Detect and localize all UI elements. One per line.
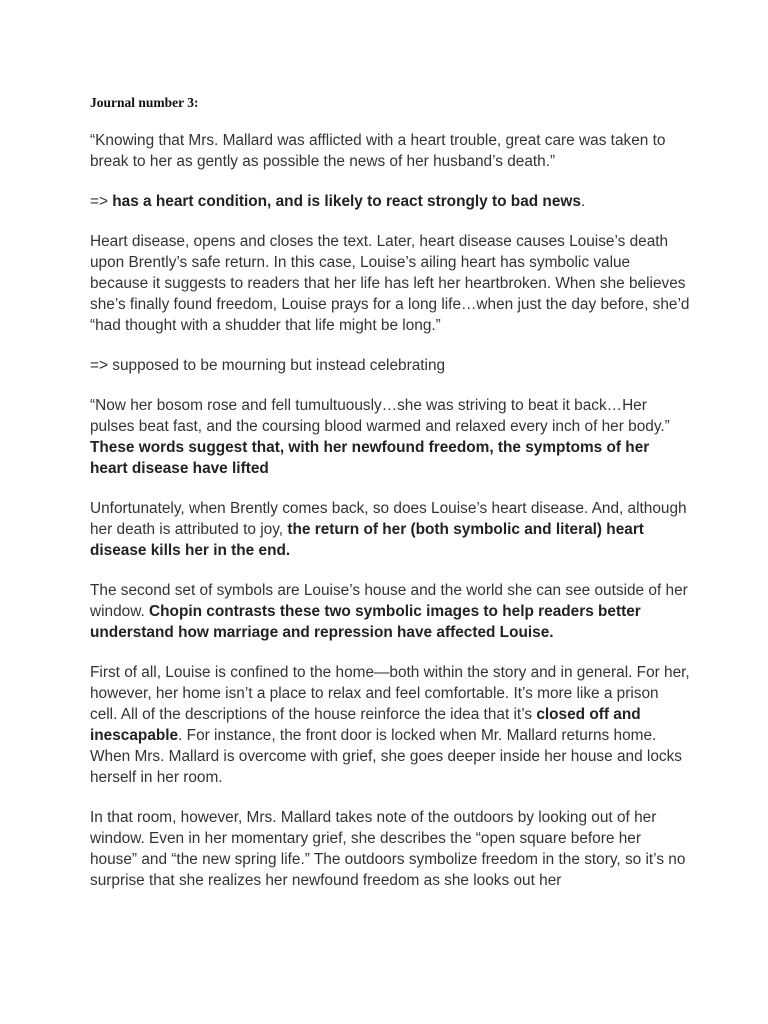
analysis-paragraph-3 [90,580,690,643]
analysis-text: Heart disease, opens and closes the text. Later, heart disease causes Louise’s death upon Brently’s safe return. In this case, Louise’s ailing heart has symbolic value because it suggests to readers that her life has left her heartbroken. When she believes she’s finally found freedom, Louise prays for a long life…when just the day before, she’d “had thought with a shudder that life might be long.” [90,233,690,334]
analysis-text: First of all, Louise is confined to the home—both within the story and in general. For her, however, her home isn’t a place to relax and feel comfortable. It’s more like a prison cell. All of the descriptions of the house reinforce the idea that it’s [90,664,690,723]
quote-bold-text: These words suggest that, with her newfound freedom, the symptoms of her heart disease have lifted [90,439,650,477]
analysis-text: In that room, however, Mrs. Mallard takes note of the outdoors by looking out of her window. Even in her momentary grief, she describes the “open square before her house” and “the new spring life.” The outdoors symbolize freedom in the story, so it’s no surprise that she realizes her newfound freedom as she looks out her [90,809,686,889]
quote-text: “Knowing that Mrs. Mallard was afflicted with a heart trouble, great care was taken to break to her as gently as possible the news of her husband’s death.” [90,132,666,170]
analysis-text: The second set of symbols are Louise’s house and the world she can see outside of her window. [90,582,688,620]
note-arrow: => [90,193,113,210]
journal-heading: Journal number 3: [90,95,199,110]
analysis-bold-text: Chopin contrasts these two symbolic images to help readers better understand how marriage and repression have affected Louise. [90,603,641,641]
note-text: => supposed to be mourning but instead celebrating [90,357,446,374]
analysis-bold-text: the return of her (both symbolic and literal) heart disease kills her in the end. [90,521,644,559]
analysis-paragraph-4 [90,662,690,788]
quote-text: “Now her bosom rose and fell tumultuously…she was striving to beat it back…Her pulses beat fast, and the coursing blood warmed and relaxed every inch of her body.” [90,397,670,435]
analysis-paragraph-1 [90,231,690,336]
analysis-text: Unfortunately, when Brently comes back, so does Louise’s heart disease. And, although her death is attributed to joy, [90,500,687,538]
note-paragraph-2 [90,355,690,376]
analysis-paragraph-2 [90,498,690,561]
quote-paragraph-2 [90,395,690,479]
document-body [90,93,690,910]
analysis-paragraph-5 [90,807,690,891]
note-bold-text: has a heart condition, and is likely to react strongly to bad news [112,193,581,210]
note-period: . [580,193,586,210]
note-paragraph-1 [90,191,690,212]
analysis-text-continued: . For instance, the front door is locked when Mr. Mallard returns home. When Mrs. Mallard is overcome with grief, she goes deeper inside her house and locks herself in her room. [90,727,682,786]
quote-paragraph-1 [90,130,690,172]
analysis-bold-text: closed off and inescapable [90,706,641,744]
